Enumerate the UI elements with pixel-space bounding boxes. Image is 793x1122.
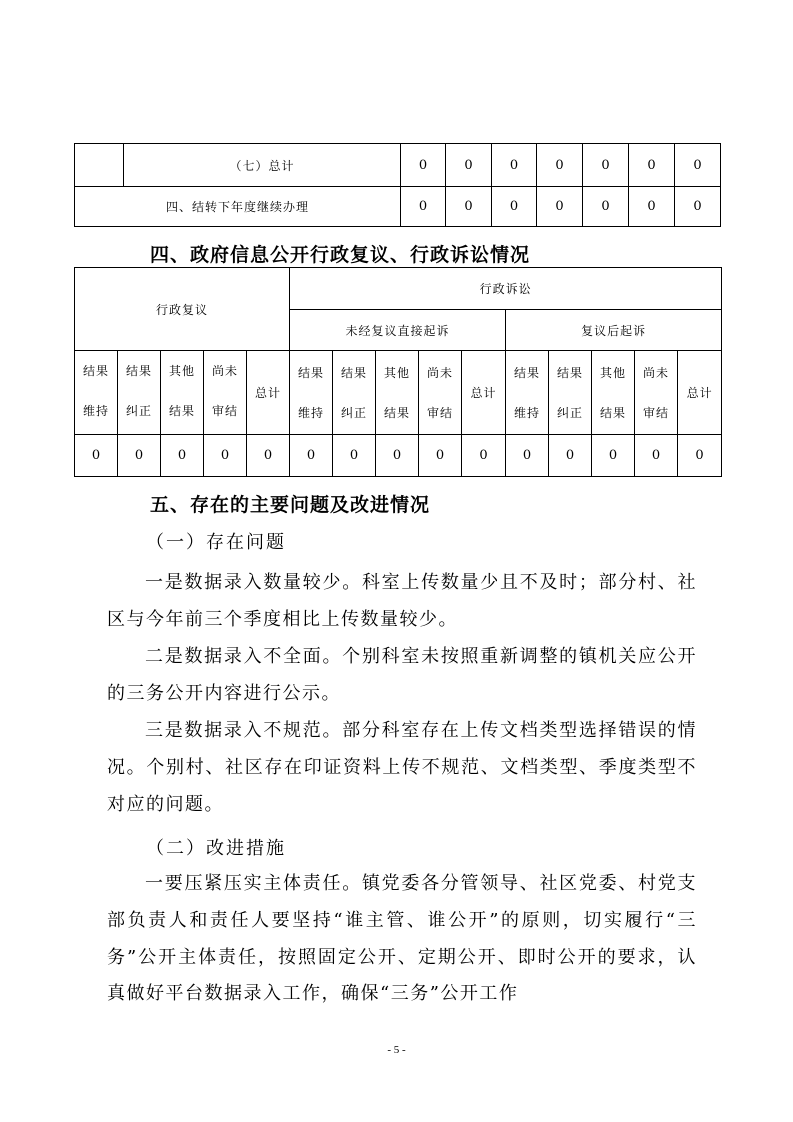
review-litigation-table — [74, 267, 722, 477]
col-pending: 尚未 审结 — [635, 351, 678, 435]
value-cell: 0 — [446, 187, 492, 227]
value-cell: 0 — [419, 435, 462, 477]
header-row-1 — [75, 268, 722, 310]
paragraph-2 — [107, 639, 697, 713]
value-cell: 0 — [492, 187, 537, 227]
value-cell: 0 — [290, 435, 333, 477]
value-cell: 0 — [401, 144, 446, 187]
col-total: 总计 — [462, 351, 506, 435]
value-cell: 0 — [678, 435, 722, 477]
value-cell: 0 — [583, 187, 629, 227]
value-cell: 0 — [75, 435, 118, 477]
value-cell: 0 — [549, 435, 592, 477]
value-cell: 0 — [247, 435, 290, 477]
paragraph-3 — [107, 713, 697, 823]
blank-cell — [75, 144, 124, 187]
value-cell: 0 — [401, 187, 446, 227]
paragraph-text: 三是数据录入不规范。部分科室存在上传文档类型选择错误的情况。个别村、社区存在印证资料上传不规范、文档类型、季度类型不对应的问题。 — [107, 720, 697, 815]
disposal-table-continuation — [74, 143, 721, 227]
col-result-corrected: 结果 纠正 — [549, 351, 592, 435]
page-number: - 5 - — [387, 1044, 406, 1056]
paragraph-4 — [107, 866, 697, 1013]
group-admin-review: 行政复议 — [75, 268, 290, 351]
col-other-result: 其他 结果 — [592, 351, 635, 435]
col-total: 总计 — [247, 351, 290, 435]
col-result-upheld: 结果 维持 — [75, 351, 118, 435]
value-cell: 0 — [675, 144, 721, 187]
row-label: 四、结转下年度继续办理 — [75, 187, 401, 227]
subheading-measures: （二）改进措施 — [146, 838, 286, 859]
col-other-result: 其他 结果 — [161, 351, 204, 435]
subgroup-direct-suit: 未经复议直接起诉 — [290, 310, 506, 351]
value-cell: 0 — [333, 435, 376, 477]
col-result-corrected: 结果 纠正 — [333, 351, 376, 435]
header-row-3 — [75, 351, 722, 435]
value-cell: 0 — [161, 435, 204, 477]
value-cell: 0 — [118, 435, 161, 477]
col-pending: 尚未 审结 — [204, 351, 247, 435]
group-admin-litigation: 行政诉讼 — [290, 268, 722, 310]
table-row-carryover — [75, 187, 721, 227]
section4-heading: 四、政府信息公开行政复议、行政诉讼情况 — [150, 244, 531, 266]
col-other-result: 其他 结果 — [376, 351, 419, 435]
col-pending: 尚未 审结 — [419, 351, 462, 435]
value-cell: 0 — [506, 435, 549, 477]
paragraph-text: 二是数据录入不全面。个别科室未按照重新调整的镇机关应公开的三务公开内容进行公示。 — [107, 646, 697, 704]
value-cell: 0 — [583, 144, 629, 187]
value-cell: 0 — [592, 435, 635, 477]
col-total: 总计 — [678, 351, 722, 435]
subheading-problems: （一）存在问题 — [146, 532, 286, 553]
subgroup-after-review: 复议后起诉 — [506, 310, 722, 351]
col-result-upheld: 结果 维持 — [506, 351, 549, 435]
paragraph-text: 一要压紧压实主体责任。镇党委各分管领导、社区党委、村党支部负责人和责任人要坚持“谁主管、谁公开”的原则，切实履行“三务”公开主体责任，按照固定公开、定期公开、即时公开的要求，认真做好平台数据录入工作，确保“三务”公开工作 — [107, 873, 697, 1005]
value-cell: 0 — [629, 187, 675, 227]
row-label: （七）总计 — [124, 144, 401, 187]
section5-heading: 五、存在的主要问题及改进情况 — [150, 494, 431, 516]
paragraph-1 — [107, 565, 697, 639]
value-cell: 0 — [446, 144, 492, 187]
value-cell: 0 — [635, 435, 678, 477]
value-cell: 0 — [675, 187, 721, 227]
value-cell: 0 — [204, 435, 247, 477]
col-result-corrected: 结果 纠正 — [118, 351, 161, 435]
value-cell: 0 — [629, 144, 675, 187]
table-row-total — [75, 144, 721, 187]
value-cell: 0 — [492, 144, 537, 187]
values-row — [75, 435, 722, 477]
value-cell: 0 — [462, 435, 506, 477]
value-cell: 0 — [537, 144, 583, 187]
value-cell: 0 — [376, 435, 419, 477]
col-result-upheld: 结果 维持 — [290, 351, 333, 435]
paragraph-text: 一是数据录入数量较少。科室上传数量少且不及时；部分村、社区与今年前三个季度相比上传数量较少。 — [107, 572, 697, 630]
value-cell: 0 — [537, 187, 583, 227]
